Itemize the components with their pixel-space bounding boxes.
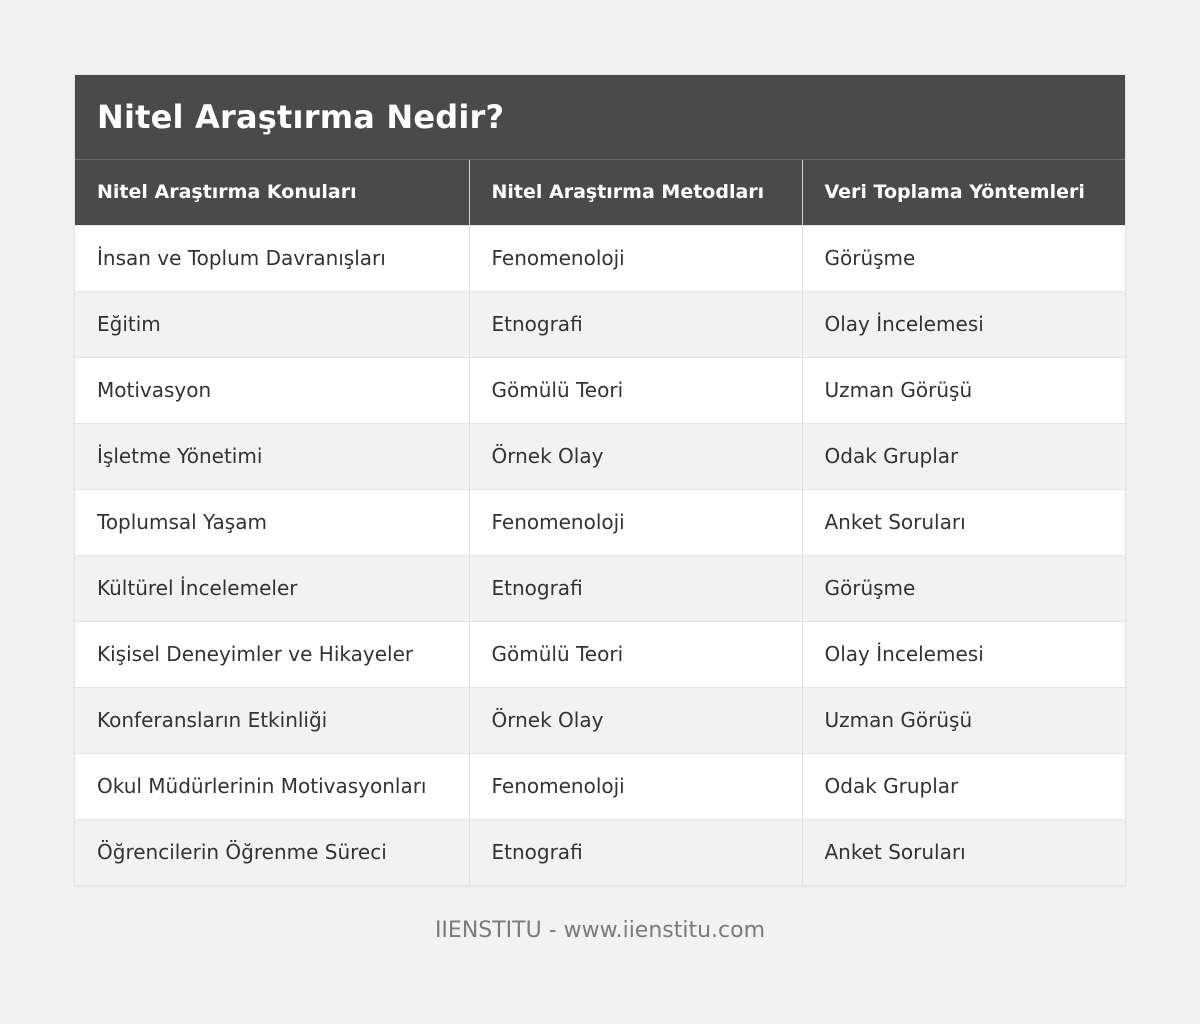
cell-method: Etnografi: [469, 555, 802, 621]
cell-topic: Öğrencilerin Öğrenme Süreci: [75, 819, 469, 885]
cell-data-collection: Olay İncelemesi: [802, 291, 1125, 357]
title-bar: [75, 75, 1125, 160]
cell-data-collection: Anket Soruları: [802, 819, 1125, 885]
table-header-row: [75, 160, 1125, 225]
table-row: [75, 819, 1125, 885]
column-header-methods: Nitel Araştırma Metodları: [469, 160, 802, 225]
table-card: [75, 75, 1125, 885]
column-header-topics: Nitel Araştırma Konuları: [75, 160, 469, 225]
cell-topic: Motivasyon: [75, 357, 469, 423]
cell-method: Etnografi: [469, 819, 802, 885]
table-row: [75, 753, 1125, 819]
footer-credit: IIENSTITU - www.iienstitu.com: [434, 918, 766, 943]
column-header-data-collection: Veri Toplama Yöntemleri: [802, 160, 1125, 225]
table-row: [75, 489, 1125, 555]
cell-topic: Toplumsal Yaşam: [75, 489, 469, 555]
table-row: [75, 225, 1125, 291]
data-table: [75, 160, 1125, 885]
cell-topic: Okul Müdürlerinin Motivasyonları: [75, 753, 469, 819]
table-row: [75, 621, 1125, 687]
cell-data-collection: Görüşme: [802, 555, 1125, 621]
table-row: [75, 687, 1125, 753]
cell-method: Örnek Olay: [469, 423, 802, 489]
cell-topic: İnsan ve Toplum Davranışları: [75, 225, 469, 291]
cell-data-collection: Odak Gruplar: [802, 753, 1125, 819]
cell-method: Gömülü Teori: [469, 357, 802, 423]
cell-method: Fenomenoloji: [469, 753, 802, 819]
cell-data-collection: Uzman Görüşü: [802, 687, 1125, 753]
cell-topic: Konferansların Etkinliği: [75, 687, 469, 753]
cell-topic: Kültürel İncelemeler: [75, 555, 469, 621]
cell-data-collection: Odak Gruplar: [802, 423, 1125, 489]
page-title: Nitel Araştırma Nedir?: [97, 98, 505, 136]
table-row: [75, 357, 1125, 423]
cell-method: Örnek Olay: [469, 687, 802, 753]
cell-topic: Eğitim: [75, 291, 469, 357]
cell-method: Fenomenoloji: [469, 489, 802, 555]
table-row: [75, 423, 1125, 489]
cell-method: Etnografi: [469, 291, 802, 357]
cell-data-collection: Anket Soruları: [802, 489, 1125, 555]
table-row: [75, 291, 1125, 357]
cell-method: Gömülü Teori: [469, 621, 802, 687]
cell-method: Fenomenoloji: [469, 225, 802, 291]
cell-topic: İşletme Yönetimi: [75, 423, 469, 489]
cell-data-collection: Görüşme: [802, 225, 1125, 291]
table-row: [75, 555, 1125, 621]
cell-data-collection: Uzman Görüşü: [802, 357, 1125, 423]
cell-data-collection: Olay İncelemesi: [802, 621, 1125, 687]
cell-topic: Kişisel Deneyimler ve Hikayeler: [75, 621, 469, 687]
